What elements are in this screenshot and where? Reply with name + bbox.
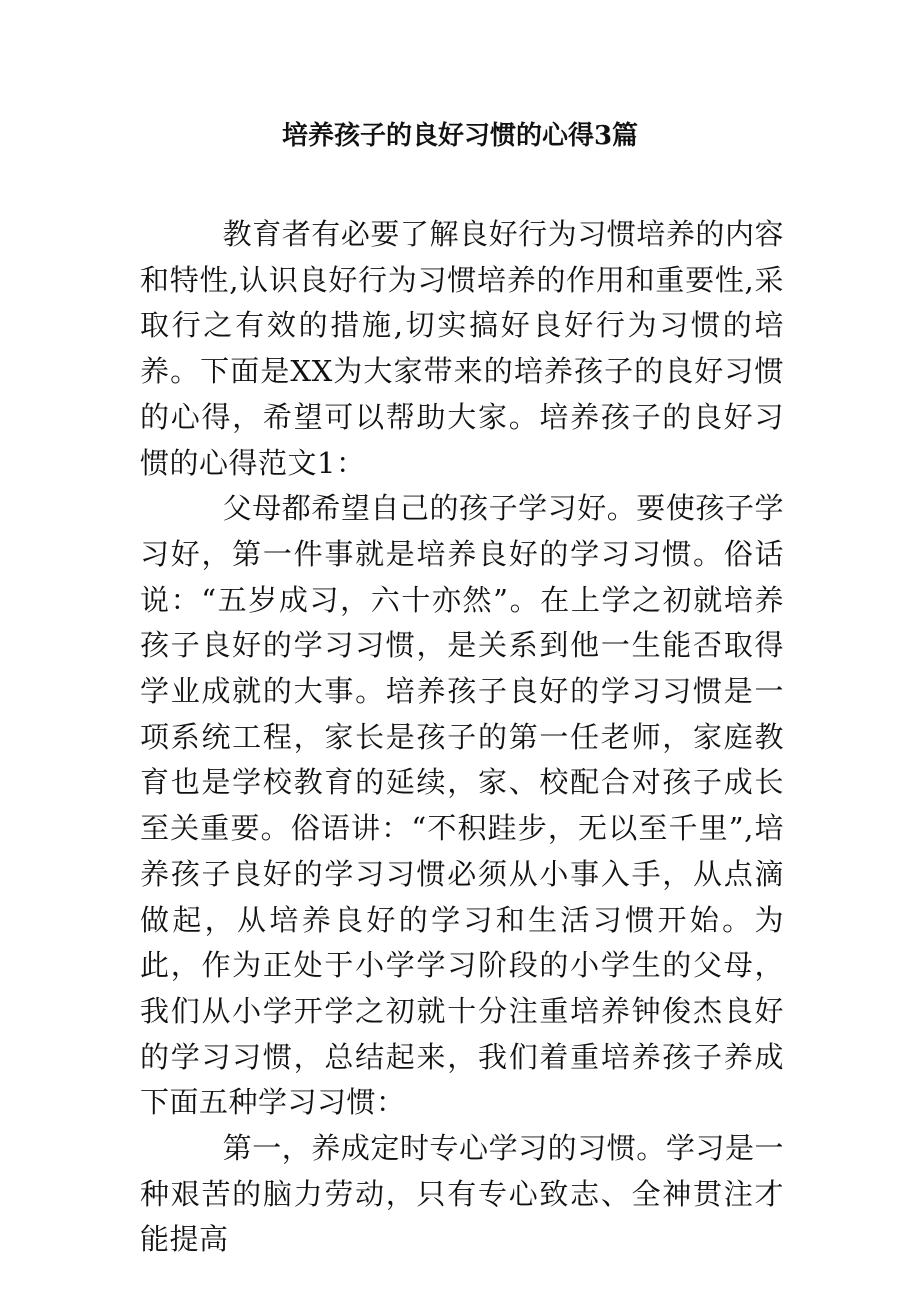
document-title: 培养孩子的良好习惯的心得3篇 — [281, 121, 639, 151]
paragraph-first-habit: 第一，养成定时专心学习的习惯。学习是一种艰苦的脑力劳动，只有专心致志、全神贯注才能提高 — [140, 1131, 784, 1257]
paragraph-intro: 教育者有必要了解良好行为习惯培养的内容和特性,认识良好行为习惯培养的作用和重要性,采取行之有效的措施,切实搞好良好行为习惯的培养。下面是XX为大家带来的培养孩子的良好习惯的心得，希望可以帮助大家。培养孩子的良好习惯的心得范文1： — [140, 217, 784, 480]
paragraph-parents: 父母都希望自己的孩子学习好。要使孩子学习好，第一件事就是培养良好的学习习惯。俗话说：“五岁成习，六十亦然”。在上学之初就培养孩子良好的学习习惯，是关系到他一生能否取得学业成就的大事。培养孩子良好的学习习惯是一项系统工程，家长是孩子的第一任老师，家庭教育也是学校教育的延续，家、校配合对孩子成长至关重要。俗语讲：“不积跬步，无以至千里”,培养孩子良好的学习习惯必须从小事入手，从点滴做起，从培养良好的学习和生活习惯开始。为此，作为正处于小学学习阶段的小学生的父母，我们从小学开学之初就十分注重培养钟俊杰良好的学习习惯，总结起来，我们着重培养孩子养成下面五种学习习惯： — [140, 491, 784, 1120]
document-body — [140, 212, 784, 1263]
